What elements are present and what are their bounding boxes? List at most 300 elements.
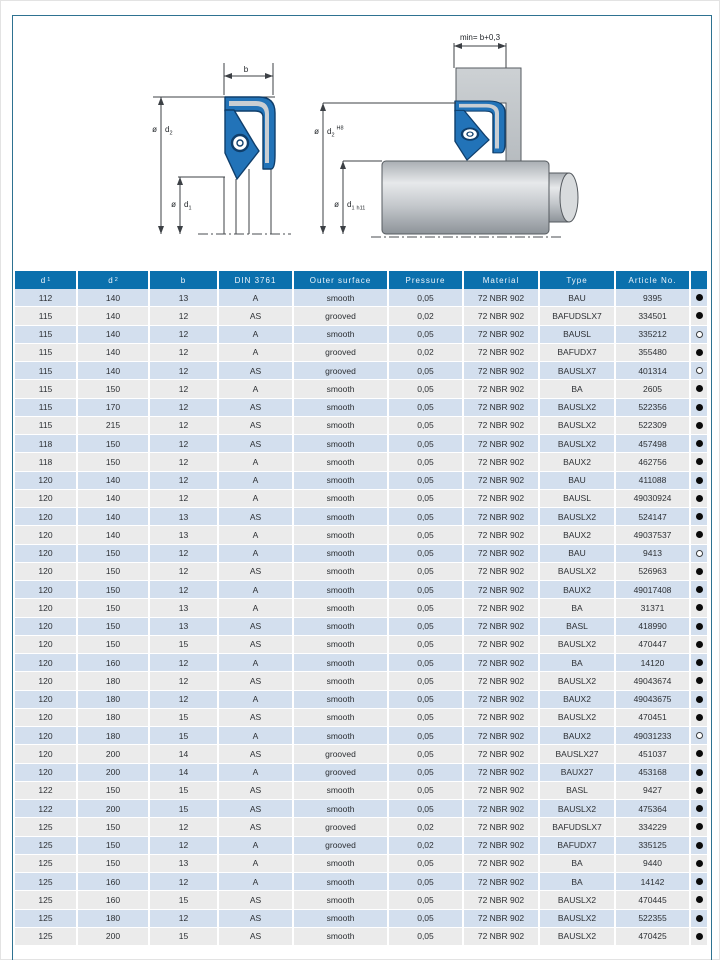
cell-article-no: 335212 xyxy=(616,326,691,343)
table-row xyxy=(15,581,707,598)
cell-outer-surface: smooth xyxy=(294,472,389,489)
cell-pressure: 0,05 xyxy=(389,654,464,671)
cell-article-no: 453168 xyxy=(616,764,691,781)
table-row xyxy=(15,417,707,434)
cell-din-3761: AS xyxy=(219,800,294,817)
cell-type: BAU xyxy=(540,289,616,306)
cell-material: 72 NBR 902 xyxy=(464,672,540,689)
table-row xyxy=(15,344,707,361)
cell-article-no: 526963 xyxy=(616,563,691,580)
availability-dot-filled xyxy=(696,440,703,447)
cell-d2: 200 xyxy=(78,928,150,945)
availability-dot-filled xyxy=(696,769,703,776)
cell-article-no: 522309 xyxy=(616,417,691,434)
availability-cell xyxy=(691,691,707,708)
cell-material: 72 NBR 902 xyxy=(464,563,540,580)
table-row xyxy=(15,453,707,470)
dim-label-d2h8: $d_2^{H8}$ xyxy=(327,125,344,139)
dim-label-d2h8-symbol: ø xyxy=(314,127,319,136)
cell-article-no: 9427 xyxy=(616,782,691,799)
cell-material: 72 NBR 902 xyxy=(464,727,540,744)
cell-material: 72 NBR 902 xyxy=(464,818,540,835)
column-header-pressure: Pressure xyxy=(389,271,464,289)
cell-d2: 150 xyxy=(78,581,150,598)
table-row xyxy=(15,837,707,854)
cell-b: 12 xyxy=(150,435,219,452)
cell-b: 12 xyxy=(150,417,219,434)
availability-cell xyxy=(691,837,707,854)
table-row xyxy=(15,709,707,726)
cell-din-3761: AS xyxy=(219,563,294,580)
cell-material: 72 NBR 902 xyxy=(464,435,540,452)
table-row xyxy=(15,891,707,908)
cell-b: 12 xyxy=(150,581,219,598)
cell-b: 12 xyxy=(150,472,219,489)
availability-cell xyxy=(691,581,707,598)
cell-material: 72 NBR 902 xyxy=(464,745,540,762)
cell-material: 72 NBR 902 xyxy=(464,891,540,908)
cell-type: BAUSLX2 xyxy=(540,636,616,653)
cell-outer-surface: smooth xyxy=(294,891,389,908)
availability-cell xyxy=(691,672,707,689)
cell-d2: 215 xyxy=(78,417,150,434)
availability-dot-filled xyxy=(696,495,703,502)
availability-dot-filled xyxy=(696,422,703,429)
cell-article-no: 462756 xyxy=(616,453,691,470)
availability-dot-open xyxy=(696,367,703,374)
cell-pressure: 0,05 xyxy=(389,508,464,525)
cell-din-3761: AS xyxy=(219,508,294,525)
cell-outer-surface: smooth xyxy=(294,545,389,562)
cell-pressure: 0,05 xyxy=(389,599,464,616)
cell-d1: 122 xyxy=(15,800,78,817)
cell-d1: 112 xyxy=(15,289,78,306)
cell-d1: 115 xyxy=(15,362,78,379)
cell-article-no: 14142 xyxy=(616,873,691,890)
dim-label-d2: $d_2$ xyxy=(165,125,173,137)
table-row xyxy=(15,326,707,343)
availability-dot-filled xyxy=(696,513,703,520)
cell-material: 72 NBR 902 xyxy=(464,910,540,927)
cell-din-3761: A xyxy=(219,581,294,598)
column-header-b: b xyxy=(150,271,219,289)
cell-type: BAUSLX2 xyxy=(540,417,616,434)
cell-d1: 118 xyxy=(15,453,78,470)
cell-d2: 180 xyxy=(78,727,150,744)
cell-d2: 150 xyxy=(78,453,150,470)
cell-d2: 150 xyxy=(78,818,150,835)
cell-d2: 150 xyxy=(78,599,150,616)
availability-dot-filled xyxy=(696,623,703,630)
cell-material: 72 NBR 902 xyxy=(464,709,540,726)
availability-dot-filled xyxy=(696,696,703,703)
cell-d1: 125 xyxy=(15,873,78,890)
cell-din-3761: AS xyxy=(219,891,294,908)
cell-d2: 150 xyxy=(78,545,150,562)
cell-material: 72 NBR 902 xyxy=(464,344,540,361)
cell-d2: 150 xyxy=(78,837,150,854)
cell-d2: 200 xyxy=(78,745,150,762)
cell-type: BA xyxy=(540,380,616,397)
table-row xyxy=(15,563,707,580)
cell-article-no: 9395 xyxy=(616,289,691,306)
cell-material: 72 NBR 902 xyxy=(464,545,540,562)
cell-din-3761: A xyxy=(219,855,294,872)
availability-dot-filled xyxy=(696,677,703,684)
cell-material: 72 NBR 902 xyxy=(464,453,540,470)
cell-type: BAUSL xyxy=(540,326,616,343)
cell-type: BAUSLX2 xyxy=(540,800,616,817)
cell-material: 72 NBR 902 xyxy=(464,599,540,616)
table-row xyxy=(15,490,707,507)
cell-outer-surface: grooved xyxy=(294,745,389,762)
cell-d2: 140 xyxy=(78,326,150,343)
table-row xyxy=(15,636,707,653)
cell-pressure: 0,05 xyxy=(389,545,464,562)
cell-d2: 150 xyxy=(78,636,150,653)
cell-type: BAUSLX2 xyxy=(540,672,616,689)
cell-d2: 140 xyxy=(78,344,150,361)
cell-outer-surface: smooth xyxy=(294,672,389,689)
availability-cell xyxy=(691,709,707,726)
availability-cell xyxy=(691,545,707,562)
cell-outer-surface: smooth xyxy=(294,855,389,872)
cell-din-3761: A xyxy=(219,326,294,343)
cell-outer-surface: grooved xyxy=(294,307,389,324)
availability-dot-filled xyxy=(696,586,703,593)
cell-d1: 120 xyxy=(15,727,78,744)
seal-specification-table xyxy=(15,271,707,946)
cell-type: BAUSLX2 xyxy=(540,435,616,452)
table-row xyxy=(15,472,707,489)
availability-cell xyxy=(691,435,707,452)
availability-cell xyxy=(691,417,707,434)
cell-pressure: 0,05 xyxy=(389,326,464,343)
cell-din-3761: A xyxy=(219,453,294,470)
table-row xyxy=(15,599,707,616)
cell-b: 12 xyxy=(150,380,219,397)
cell-b: 12 xyxy=(150,672,219,689)
cell-type: BAFUDSLX7 xyxy=(540,818,616,835)
availability-cell xyxy=(691,636,707,653)
cell-outer-surface: smooth xyxy=(294,490,389,507)
cell-d1: 120 xyxy=(15,636,78,653)
cell-d1: 120 xyxy=(15,545,78,562)
cell-outer-surface: smooth xyxy=(294,873,389,890)
cell-material: 72 NBR 902 xyxy=(464,326,540,343)
cell-d1: 115 xyxy=(15,344,78,361)
cell-din-3761: A xyxy=(219,837,294,854)
cell-din-3761: A xyxy=(219,344,294,361)
cell-article-no: 418990 xyxy=(616,618,691,635)
cell-din-3761: AS xyxy=(219,636,294,653)
cell-outer-surface: smooth xyxy=(294,563,389,580)
availability-cell xyxy=(691,472,707,489)
cell-outer-surface: smooth xyxy=(294,782,389,799)
availability-dot-filled xyxy=(696,915,703,922)
dim-label-b: b xyxy=(243,65,249,74)
cell-din-3761: A xyxy=(219,727,294,744)
cell-article-no: 334501 xyxy=(616,307,691,324)
shaft-section xyxy=(382,161,549,234)
cell-outer-surface: smooth xyxy=(294,636,389,653)
cell-material: 72 NBR 902 xyxy=(464,399,540,416)
cell-pressure: 0,05 xyxy=(389,526,464,543)
cell-pressure: 0,05 xyxy=(389,873,464,890)
table-row xyxy=(15,928,707,945)
cell-d2: 140 xyxy=(78,362,150,379)
availability-cell xyxy=(691,453,707,470)
cell-pressure: 0,05 xyxy=(389,362,464,379)
column-header-article-no: Article No. xyxy=(616,271,691,289)
cell-b: 15 xyxy=(150,891,219,908)
cell-d1: 120 xyxy=(15,672,78,689)
cell-din-3761: AS xyxy=(219,910,294,927)
cell-outer-surface: smooth xyxy=(294,727,389,744)
cell-article-no: 9440 xyxy=(616,855,691,872)
availability-cell xyxy=(691,800,707,817)
cell-article-no: 334229 xyxy=(616,818,691,835)
cell-d2: 180 xyxy=(78,672,150,689)
cell-pressure: 0,05 xyxy=(389,782,464,799)
availability-cell xyxy=(691,727,707,744)
cell-b: 12 xyxy=(150,399,219,416)
cell-type: BAUSLX2 xyxy=(540,910,616,927)
cell-d2: 150 xyxy=(78,782,150,799)
cell-outer-surface: smooth xyxy=(294,928,389,945)
cell-pressure: 0,02 xyxy=(389,818,464,835)
availability-cell xyxy=(691,618,707,635)
column-header-din-3761: DIN 3761 xyxy=(219,271,294,289)
cell-din-3761: AS xyxy=(219,709,294,726)
cell-d2: 160 xyxy=(78,873,150,890)
cell-type: BAUX2 xyxy=(540,727,616,744)
availability-dot-filled xyxy=(696,531,703,538)
cell-article-no: 355480 xyxy=(616,344,691,361)
cell-pressure: 0,05 xyxy=(389,472,464,489)
availability-dot-filled xyxy=(696,896,703,903)
cell-d2: 160 xyxy=(78,654,150,671)
dim-label-d1: $d_1$ xyxy=(184,200,192,212)
cell-din-3761: AS xyxy=(219,818,294,835)
table-row xyxy=(15,782,707,799)
column-header-d1: d 1 xyxy=(15,271,78,289)
cell-article-no: 31371 xyxy=(616,599,691,616)
cell-type: BA xyxy=(540,654,616,671)
cell-din-3761: AS xyxy=(219,435,294,452)
cell-d2: 160 xyxy=(78,891,150,908)
cell-b: 12 xyxy=(150,563,219,580)
cell-outer-surface: smooth xyxy=(294,709,389,726)
cell-material: 72 NBR 902 xyxy=(464,873,540,890)
cell-din-3761: A xyxy=(219,472,294,489)
cell-article-no: 470447 xyxy=(616,636,691,653)
availability-dot-filled xyxy=(696,385,703,392)
cell-b: 12 xyxy=(150,818,219,835)
cell-outer-surface: smooth xyxy=(294,581,389,598)
availability-cell xyxy=(691,764,707,781)
cell-outer-surface: smooth xyxy=(294,800,389,817)
shaft-end-face xyxy=(560,173,578,222)
cell-article-no: 49043674 xyxy=(616,672,691,689)
cell-pressure: 0,05 xyxy=(389,727,464,744)
table-row xyxy=(15,508,707,525)
cell-b: 15 xyxy=(150,782,219,799)
cell-type: BAFUDSLX7 xyxy=(540,307,616,324)
cell-din-3761: AS xyxy=(219,782,294,799)
cell-b: 15 xyxy=(150,727,219,744)
table-row xyxy=(15,818,707,835)
cell-b: 15 xyxy=(150,709,219,726)
cell-d2: 140 xyxy=(78,289,150,306)
cell-d2: 140 xyxy=(78,490,150,507)
cell-material: 72 NBR 902 xyxy=(464,691,540,708)
cell-d1: 115 xyxy=(15,307,78,324)
availability-dot-filled xyxy=(696,842,703,849)
table-row xyxy=(15,399,707,416)
cell-din-3761: AS xyxy=(219,928,294,945)
cell-d1: 120 xyxy=(15,745,78,762)
cell-type: BAUSLX2 xyxy=(540,508,616,525)
cell-type: BASL xyxy=(540,782,616,799)
cell-outer-surface: grooved xyxy=(294,764,389,781)
table-body xyxy=(15,289,707,946)
cell-d1: 120 xyxy=(15,709,78,726)
availability-cell xyxy=(691,490,707,507)
cell-pressure: 0,05 xyxy=(389,764,464,781)
availability-dot-filled xyxy=(696,878,703,885)
availability-cell xyxy=(691,891,707,908)
cell-outer-surface: smooth xyxy=(294,599,389,616)
availability-cell xyxy=(691,873,707,890)
cell-outer-surface: smooth xyxy=(294,326,389,343)
cell-pressure: 0,05 xyxy=(389,709,464,726)
table-row xyxy=(15,855,707,872)
cell-pressure: 0,05 xyxy=(389,581,464,598)
cell-material: 72 NBR 902 xyxy=(464,362,540,379)
cell-pressure: 0,05 xyxy=(389,800,464,817)
cell-din-3761: A xyxy=(219,526,294,543)
cell-article-no: 522356 xyxy=(616,399,691,416)
cell-type: BA xyxy=(540,873,616,890)
cell-pressure: 0,05 xyxy=(389,453,464,470)
cell-type: BAUSLX2 xyxy=(540,709,616,726)
cell-b: 12 xyxy=(150,490,219,507)
cell-b: 12 xyxy=(150,873,219,890)
cell-type: BAUSL xyxy=(540,490,616,507)
cell-pressure: 0,02 xyxy=(389,307,464,324)
availability-dot-filled xyxy=(696,787,703,794)
cell-b: 13 xyxy=(150,508,219,525)
cell-outer-surface: smooth xyxy=(294,380,389,397)
cell-d1: 120 xyxy=(15,581,78,598)
cell-material: 72 NBR 902 xyxy=(464,800,540,817)
cell-d1: 125 xyxy=(15,855,78,872)
availability-dot-filled xyxy=(696,458,703,465)
availability-cell xyxy=(691,508,707,525)
cell-pressure: 0,05 xyxy=(389,891,464,908)
availability-cell xyxy=(691,855,707,872)
cell-din-3761: A xyxy=(219,289,294,306)
cell-pressure: 0,05 xyxy=(389,745,464,762)
cell-material: 72 NBR 902 xyxy=(464,490,540,507)
cell-pressure: 0,02 xyxy=(389,837,464,854)
cell-b: 14 xyxy=(150,745,219,762)
column-header-availability xyxy=(691,271,707,289)
table-row xyxy=(15,764,707,781)
cell-type: BAUSLX27 xyxy=(540,745,616,762)
seal-section-diagram-left xyxy=(152,63,291,234)
cell-pressure: 0,05 xyxy=(389,490,464,507)
cell-d2: 140 xyxy=(78,526,150,543)
availability-dot-filled xyxy=(696,477,703,484)
cell-din-3761: A xyxy=(219,490,294,507)
cell-outer-surface: smooth xyxy=(294,691,389,708)
table-row xyxy=(15,526,707,543)
cell-article-no: 49043675 xyxy=(616,691,691,708)
cell-article-no: 475364 xyxy=(616,800,691,817)
cell-b: 13 xyxy=(150,618,219,635)
dim-label-d2-symbol: ø xyxy=(152,125,157,134)
availability-cell xyxy=(691,782,707,799)
cell-article-no: 2605 xyxy=(616,380,691,397)
cell-article-no: 470445 xyxy=(616,891,691,908)
cell-material: 72 NBR 902 xyxy=(464,581,540,598)
cell-d2: 200 xyxy=(78,800,150,817)
availability-cell xyxy=(691,599,707,616)
cell-d2: 200 xyxy=(78,764,150,781)
cell-d2: 140 xyxy=(78,307,150,324)
cell-b: 12 xyxy=(150,910,219,927)
cell-b: 12 xyxy=(150,453,219,470)
cell-d1: 115 xyxy=(15,399,78,416)
cell-type: BAUSLX7 xyxy=(540,362,616,379)
cell-d1: 125 xyxy=(15,891,78,908)
availability-dot-open xyxy=(696,550,703,557)
availability-dot-filled xyxy=(696,604,703,611)
cell-outer-surface: smooth xyxy=(294,453,389,470)
cell-din-3761: A xyxy=(219,873,294,890)
cell-article-no: 470451 xyxy=(616,709,691,726)
cell-outer-surface: grooved xyxy=(294,362,389,379)
cell-din-3761: A xyxy=(219,380,294,397)
cell-pressure: 0,02 xyxy=(389,344,464,361)
cell-b: 12 xyxy=(150,654,219,671)
cell-material: 72 NBR 902 xyxy=(464,618,540,635)
column-header-type: Type xyxy=(540,271,616,289)
cell-pressure: 0,05 xyxy=(389,563,464,580)
cell-material: 72 NBR 902 xyxy=(464,417,540,434)
availability-cell xyxy=(691,745,707,762)
cell-d1: 125 xyxy=(15,910,78,927)
cell-pressure: 0,05 xyxy=(389,928,464,945)
availability-cell xyxy=(691,526,707,543)
cell-pressure: 0,05 xyxy=(389,636,464,653)
cell-din-3761: AS xyxy=(219,672,294,689)
dim-label-d1-symbol: ø xyxy=(171,200,176,209)
column-header-material: Material xyxy=(464,271,540,289)
cell-b: 14 xyxy=(150,764,219,781)
cell-article-no: 49031233 xyxy=(616,727,691,744)
cell-d1: 120 xyxy=(15,472,78,489)
cell-pressure: 0,05 xyxy=(389,855,464,872)
cell-article-no: 524147 xyxy=(616,508,691,525)
cell-outer-surface: smooth xyxy=(294,289,389,306)
cell-d1: 120 xyxy=(15,599,78,616)
cell-article-no: 9413 xyxy=(616,545,691,562)
cell-material: 72 NBR 902 xyxy=(464,636,540,653)
cell-b: 12 xyxy=(150,344,219,361)
